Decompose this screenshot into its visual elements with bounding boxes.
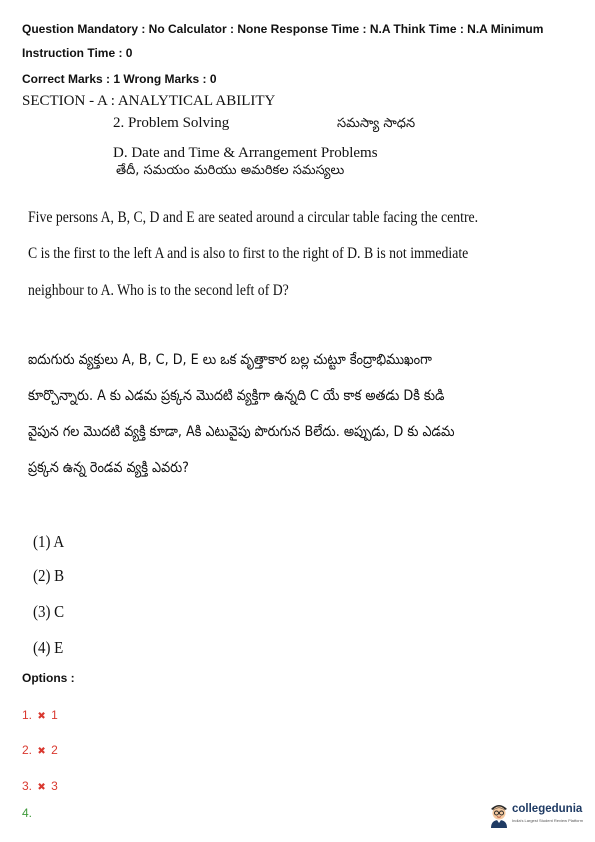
choice-1: (1) A xyxy=(33,532,65,551)
option-value: 3 xyxy=(51,779,58,793)
option-value: 2 xyxy=(51,743,58,757)
option-value: 1 xyxy=(51,708,58,722)
subtopic-title: D. Date and Time & Arrangement Problems xyxy=(113,145,378,161)
marks-info: Correct Marks : 1 Wrong Marks : 0 xyxy=(22,72,217,86)
option-4[interactable] xyxy=(22,806,32,820)
question-te-line-2: కూర్చొన్నారు. A కు ఎడమ ప్రక్కన మొదటి వ్యక్తిగా ఉన్నది C యే కాక అతడు Dకి కుడి xyxy=(28,388,445,404)
option-number: 4. xyxy=(22,806,33,820)
options-label: Options : xyxy=(22,671,75,685)
wrong-mark-icon: ✖ xyxy=(37,711,46,722)
choice-2: (2) B xyxy=(33,566,65,585)
question-te-line-1: ఐదుగురు వ్యక్తులు A, B, C, D, E లు ఒక వృత్తాకార బల్ల చుట్టూ కేంద్రాభిముఖంగా xyxy=(28,352,432,368)
student-mascot-icon xyxy=(488,800,510,828)
choice-3: (3) C xyxy=(33,602,65,621)
option-number: 2. xyxy=(22,743,33,757)
question-meta-line2: Instruction Time : 0 xyxy=(22,46,133,60)
wrong-mark-icon: ✖ xyxy=(37,746,46,757)
question-en-line-1: Five persons A, B, C, D and E are seated around a circular table facing the centre. xyxy=(28,209,479,226)
logo-wordmark: collegedunia xyxy=(512,803,583,815)
option-1[interactable] xyxy=(22,708,58,722)
question-meta-line1: Question Mandatory : No Calculator : None Response Time : N.A Think Time : N.A Minimum xyxy=(22,22,544,36)
question-te-line-3: వైపున గల మొదటి వ్యక్తి కూడా, Aకి ఎటువైపు పొరుగున Bలేదు. అప్పుడు, D కు ఎడమ xyxy=(28,424,455,440)
topic-title-telugu: సమస్యా సాధన xyxy=(337,116,416,131)
subtopic-title-telugu: తేదీ, సమయం మరియు అమరికల సమస్యలు xyxy=(116,163,345,178)
option-number: 3. xyxy=(22,779,33,793)
choice-4: (4) E xyxy=(33,638,64,657)
topic-title: 2. Problem Solving xyxy=(113,115,230,131)
section-title: SECTION - A : ANALYTICAL ABILITY xyxy=(22,93,276,109)
question-te-line-4: ప్రక్కన ఉన్న రెండవ వ్యక్తి ఎవరు? xyxy=(28,460,189,476)
option-2[interactable] xyxy=(22,743,58,757)
collegedunia-logo xyxy=(488,800,588,830)
wrong-mark-icon: ✖ xyxy=(37,782,46,793)
logo-tagline: India's Largest Student Review Platform xyxy=(512,818,584,823)
question-en-line-3: neighbour to A. Who is to the second left of D? xyxy=(28,282,289,299)
option-number: 1. xyxy=(22,708,33,722)
question-en-line-2: C is the first to the left A and is also to first to the right of D. B is not immediate xyxy=(28,245,469,262)
option-3[interactable] xyxy=(22,779,58,793)
